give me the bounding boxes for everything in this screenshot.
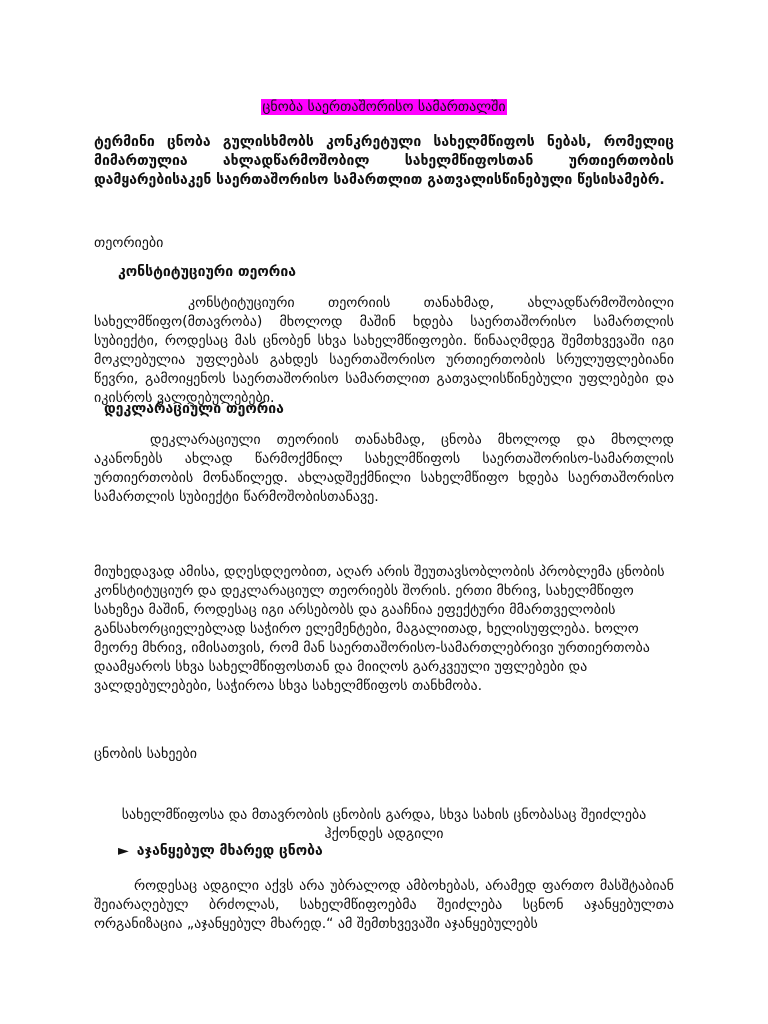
bullet-arrow-icon: ► [118,843,129,859]
insurgency-text: როდესაც ადგილი აქვს არა უბრალოდ ამბოხებას, არამედ ფართო მასშტაბიან შეიარაღებულ ბრძოლას, სახელმწიფოებმა შეიძლება სცნონ აჯანყებულთა ორგანიზაცია „აჯანყებულ მხარედ.“ ამ შემთხვევაში აჯანყებულებს [94,878,674,932]
types-intro: სახელმწიფოსა და მთავრობის ცნობის გარდა, სხვა სახის ცნობასაც შეიძლება ჰქონდეს ადგილი [121,807,647,842]
constitutive-theory-heading: კონსტიტუციური თეორია [118,264,296,280]
types-heading: ცნობის სახეები [94,746,198,762]
insurgency-heading: აჯანყებულ მხარედ ცნობა [136,843,323,859]
insurgency-bullet [118,842,323,861]
document-title: ცნობა საერთაშორისო სამართალში [262,99,506,115]
constitutive-theory-text: კონსტიტუციური თეორიის თანახმად, ახლადწარმოშობილი სახელმწიფო(მთავრობა) მხოლოდ მაშინ ხდება საერთაშორისო სამართლის სუბიექტი, როდესაც მას ცნობენ სხვა სახელმწიფოები. წინააღმდეგ შემთხვევაში იგი მოკლებულია უფლებას გახდეს საერთაშორისო ურთიერთობის სრულუფლებიანი წევრი, გამოიყენოს საერთაშორისო სამართლით გათვალისწინებული უფლებები და იკისროს ვალდებულებები. [94,295,674,406]
nevertheless-paragraph: მიუხედავად ამისა, დღესდღეობით, აღარ არის შეუთავსობლობის პრობლემა ცნობის კონსტიტუციურ და დეკლარაციულ თეორიებს შორის. ერთი მხრივ, სახელმწიფო სახეზეა მაშინ, როდესაც იგი არსებობს და გააჩნია ეფექტური მმართველობის განსახორციელებლად საჭირო ელემენტები, მაგალითად, ხელისუფლება. ხოლო მეორე მხრივ, იმისათვის, რომ მან საერთაშორისო-სამართლებრივი ურთიერთობა დაამყაროს სხვა სახელმწიფოსთან და მიიღოს გარკვეული უფლებები და ვალდებულებები, საჭიროა სხვა სახელმწიფოს თანხმობა. [94,564,665,694]
declarative-theory-heading: დეკლარაციული თეორია [104,401,284,417]
theories-heading: თეორიები [94,235,164,251]
intro-paragraph: ტერმინი ცნობა გულისხმობს კონკრეტული სახელმწიფოს ნებას, რომელიც მიმართულია ახლადწარმოშობილ სახელმწიფოსთან ურთიერთობის დამყარებისაკენ საერთაშორისო სამართლით გათვალისწინებული წესისამებრ. [94,134,674,188]
declarative-theory-text: დეკლარაციული თეორიის თანახმად, ცნობა მხოლოდ და მხოლოდ აკანონებს ახლად წარმოქმნილ სახელმწიფოს საერთაშორისო-სამართლის ურთიერთობის მონაწილედ. ახლადშექმნილი სახელმწიფო ხდება საერთაშორისო სამართლის სუბიექტი წარმოშობისთანავე. [94,432,674,505]
document-title-row [0,98,768,117]
